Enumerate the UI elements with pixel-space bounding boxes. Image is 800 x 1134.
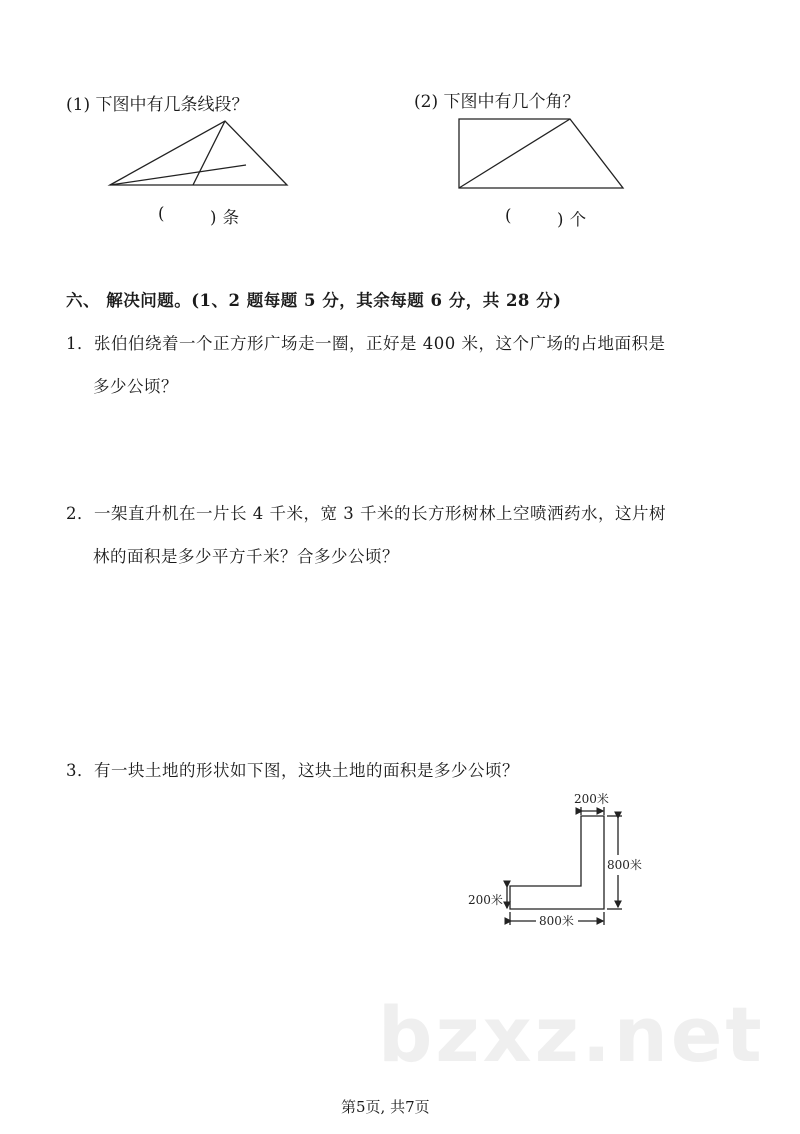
- label-left-200: 200米: [468, 893, 503, 907]
- watermark-logo: bzxz.net: [378, 990, 765, 1079]
- land-outline: [510, 816, 604, 909]
- problem-3-line-1: 3．有一块土地的形状如下图，这块土地的面积是多少公顷？: [66, 761, 519, 780]
- problem-2-line-1: 2．一架直升机在一片长 4 千米，宽 3 千米的长方形树林上空喷洒药水，这片树: [66, 504, 666, 523]
- trapezoid-figure: [450, 112, 630, 196]
- problem-1-line-2: 多少公顷？: [93, 377, 178, 396]
- question-2-prompt: (2) 下图中有几个角？: [414, 92, 580, 112]
- question-1-answer-open: (: [158, 204, 165, 223]
- triangle-figure: [100, 115, 300, 195]
- question-2-answer-open: (: [505, 206, 512, 225]
- problem-1-line-1: 1．张伯伯绕着一个正方形广场走一圈，正好是 400 米，这个广场的占地面积是: [66, 334, 666, 353]
- label-right-800: 800米: [607, 858, 642, 872]
- page-number: 第5页, 共7页: [341, 1098, 430, 1116]
- problem-2-line-2: 林的面积是多少平方千米？合多少公顷？: [93, 547, 399, 566]
- question-1-answer-close: ) 条: [210, 208, 240, 227]
- label-top-200: 200米: [574, 792, 609, 806]
- question-1-prompt: (1) 下图中有几条线段？: [66, 95, 249, 115]
- question-2-answer-close: ) 个: [557, 210, 587, 229]
- label-bottom-800: 800米: [539, 914, 574, 928]
- land-shape-figure: [460, 785, 660, 935]
- triangle-cevian-1: [110, 165, 246, 185]
- trapezoid-diagonal: [459, 119, 570, 188]
- section-6-heading: 六、 解决问题。(1、2 题每题 5 分，其余每题 6 分，共 28 分): [66, 291, 562, 310]
- trapezoid-outline: [459, 119, 623, 188]
